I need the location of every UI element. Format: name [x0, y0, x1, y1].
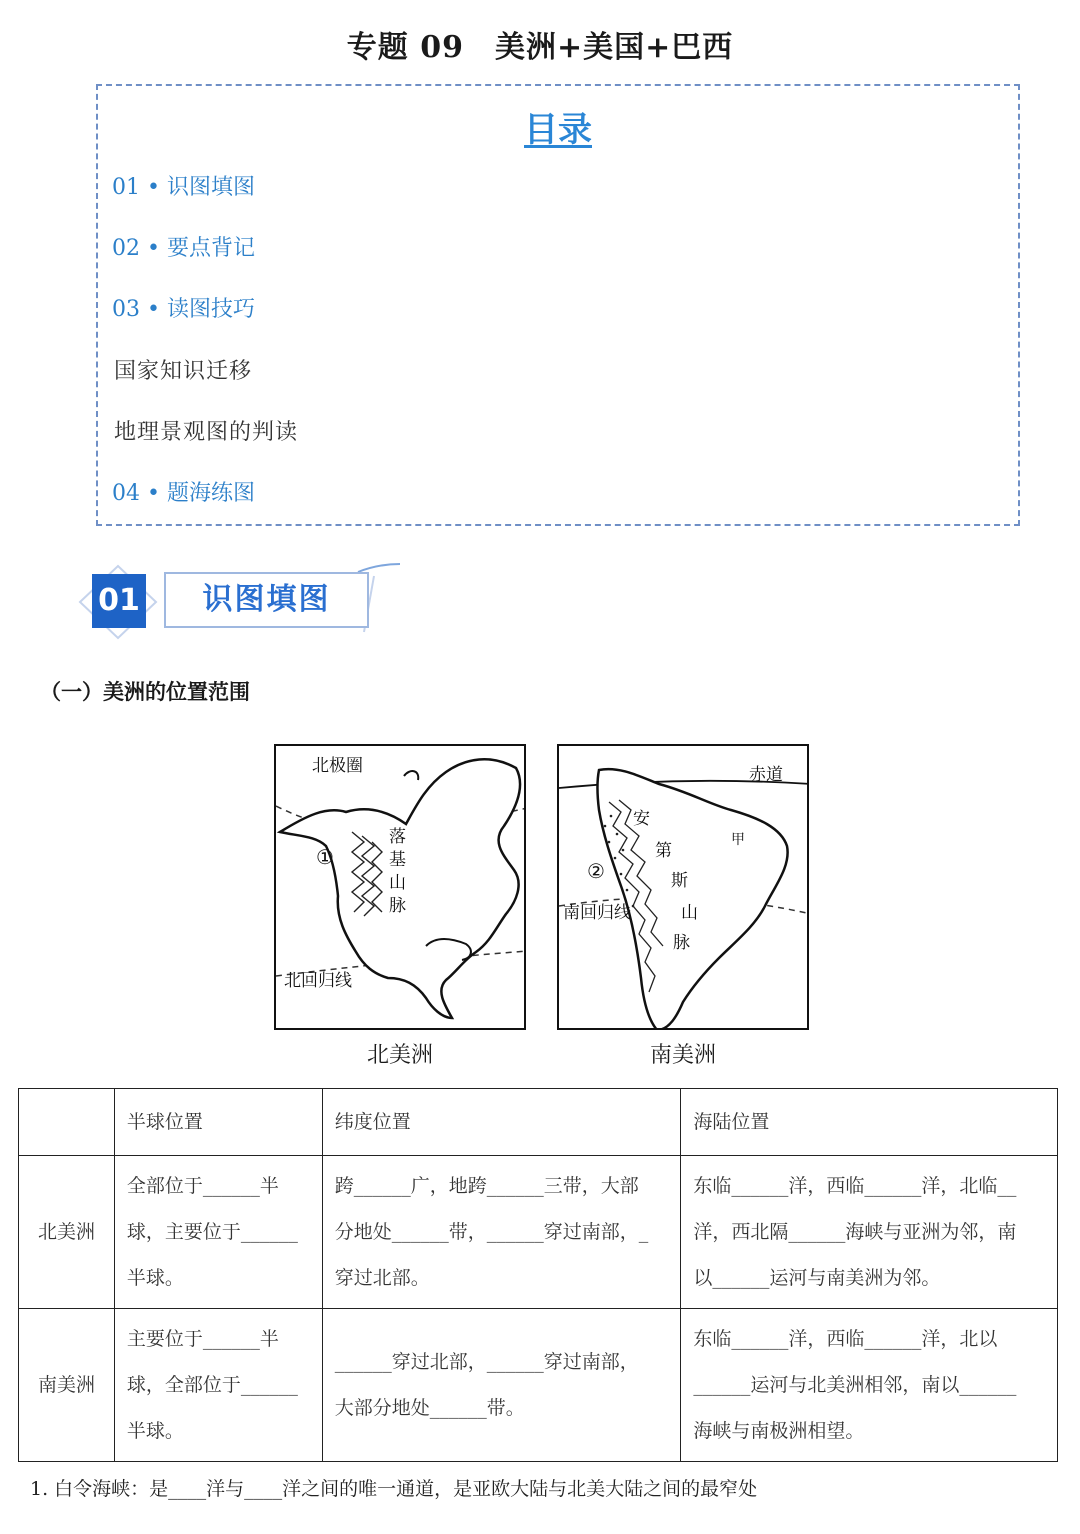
toc-item-1[interactable]: 01 • 识图填图 [112, 175, 255, 200]
table-row [19, 1309, 1058, 1462]
cell-na-hemisphere: 全部位于______半 球，主要位于______ 半球。 [114, 1156, 322, 1309]
header-sea-land: 海陆位置 [681, 1089, 1058, 1156]
table-row [19, 1156, 1058, 1309]
tropic-of-capricorn-label: 南回归线 [563, 903, 631, 923]
page-title: 专题 09 美洲+美国+巴西 [346, 30, 734, 65]
toc-item-2[interactable]: 02 • 要点背记 [112, 236, 255, 261]
marker-2-label: ② [587, 859, 605, 883]
location-table [18, 1088, 1058, 1462]
toc-item-6[interactable]: 04 • 题海练图 [112, 481, 255, 506]
tropic-of-cancer-label: 北回归线 [284, 971, 352, 991]
south-america-caption: 南美洲 [649, 1043, 716, 1068]
jia-label: 甲 [731, 832, 745, 848]
badge-label: 识图填图 [164, 572, 369, 628]
header-cell-empty [19, 1089, 115, 1156]
south-america-map [557, 744, 809, 1030]
cell-sa-latitude: ______穿过北部，______穿过南部， 大部分地处______带。 [322, 1309, 681, 1462]
rocky-mountain-label-1: 落 [389, 827, 406, 847]
badge-number: 01 [92, 574, 146, 628]
andes-label-4: 山 [681, 903, 698, 923]
marker-1-label: ① [316, 845, 334, 869]
rocky-mountain-label-4: 脉 [389, 896, 406, 916]
toc-heading: 目录 [524, 110, 592, 150]
table-header-row [19, 1089, 1058, 1156]
table-of-contents [96, 84, 1020, 526]
row-name-north-america: 北美洲 [19, 1156, 115, 1309]
toc-item-4[interactable]: 国家知识迁移 [114, 359, 253, 384]
cell-sa-hemisphere: 主要位于______半 球，全部位于______ 半球。 [114, 1309, 322, 1462]
header-hemisphere: 半球位置 [114, 1089, 322, 1156]
cell-na-sea-land: 东临______洋，西临______洋，北临__ 洋，西北隔______海峡与亚洲为邻，南 以______运河与南美洲为邻。 [681, 1156, 1058, 1309]
rocky-mountain-label-2: 基 [389, 850, 406, 870]
toc-item-3[interactable]: 03 • 读图技巧 [112, 297, 255, 322]
footnote: 1. 白令海峡：是____洋与____洋之间的唯一通道，是亚欧大陆与北美大陆之间的最窄处 [30, 1478, 758, 1500]
south-america-drawing [559, 746, 809, 1030]
arctic-circle-label: 北极圈 [312, 756, 363, 776]
andes-label-5: 脉 [673, 933, 690, 953]
rocky-mountain-label-3: 山 [389, 873, 406, 893]
cell-na-latitude: 跨______广，地跨______三带，大部 分地处______带，______穿过南部，_ 穿过北部。 [322, 1156, 681, 1309]
cell-sa-sea-land: 东临______洋，西临______洋，北以 ______运河与北美洲相邻，南以______ 海峡与南极洲相望。 [681, 1309, 1058, 1462]
section-badge [78, 562, 408, 642]
north-america-map [274, 744, 526, 1030]
section-heading: （一）美洲的位置范围 [40, 679, 250, 704]
row-name-south-america: 南美洲 [19, 1309, 115, 1462]
andes-label-1: 安 [633, 809, 650, 829]
andes-label-3: 斯 [671, 871, 688, 891]
america-maps [274, 744, 814, 1074]
equator-label: 赤道 [749, 765, 783, 785]
north-america-caption: 北美洲 [366, 1043, 433, 1068]
toc-item-5[interactable]: 地理景观图的判读 [114, 420, 299, 445]
north-america-drawing [276, 746, 526, 1030]
andes-label-2: 第 [655, 841, 672, 861]
header-latitude: 纬度位置 [322, 1089, 681, 1156]
